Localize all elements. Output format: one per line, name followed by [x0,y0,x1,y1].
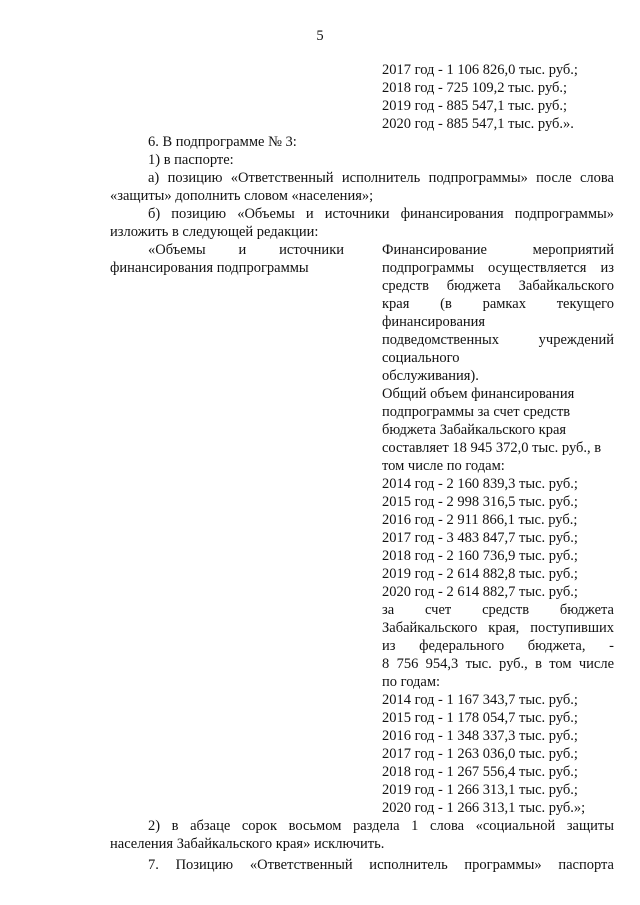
funding-line: 2020 год - 885 547,1 тыс. руб.». [382,116,574,132]
section-6-item-a-line2: «защиты» дополнить словом «населения»; [110,188,374,204]
top-funding-list [382,61,614,133]
right-cell-line: 2014 год - 2 160 839,3 тыс. руб.; [382,476,578,492]
right-cell-line: за счет средств бюджета [382,602,614,618]
funding-line: 2018 год - 725 109,2 тыс. руб.; [382,80,568,96]
table-left-line1: «Объемы и источники [148,242,344,258]
right-cell-line: 2018 год - 2 160 736,9 тыс. руб.; [382,548,578,564]
right-cell-line: 8 756 954,3 тыс. руб., в том числе [382,656,614,672]
right-cell-line: 2019 год - 1 266 313,1 тыс. руб.; [382,782,578,798]
right-cell-line: финансирования [382,314,486,330]
funding-line: 2017 год - 1 106 826,0 тыс. руб.; [382,62,578,78]
right-cell-line: 2016 год - 1 348 337,3 тыс. руб.; [382,728,578,744]
right-cell-line: бюджета Забайкальского края [382,422,567,438]
table-left-line2: финансирования подпрограммы [110,260,309,276]
right-cell-line: Забайкальского края, поступивших [382,620,614,636]
right-cell-line: социального [382,350,460,366]
right-cell-line: 2014 год - 1 167 343,7 тыс. руб.; [382,692,578,708]
section-6-item-a-line1: а) позицию «Ответственный исполнитель подпрограммы» после слова [148,170,614,186]
right-cell-line: 2015 год - 1 178 054,7 тыс. руб.; [382,710,578,726]
page-number: 5 [316,28,324,44]
right-cell-line: 2017 год - 1 263 036,0 тыс. руб.; [382,746,578,762]
right-cell-line: 2018 год - 1 267 556,4 тыс. руб.; [382,764,578,780]
right-cell-line: обслуживания). [382,368,479,384]
funding-line: 2019 год - 885 547,1 тыс. руб.; [382,98,568,114]
item-2-line2: населения Забайкальского края» исключить. [110,836,385,852]
section-6-item-1: 1) в паспорте: [148,152,234,168]
right-cell-line: 2020 год - 1 266 313,1 тыс. руб.»; [382,800,586,816]
right-cell-line: подпрограммы за счет средств [382,404,571,420]
right-cell-line: подведомственных учреждений [382,332,614,348]
section-7-line1: 7. Позицию «Ответственный исполнитель программы» паспорта [148,857,614,873]
right-cell-line: том числе по годам: [382,458,505,474]
right-cell-line: составляет 18 945 372,0 тыс. руб., в [382,440,602,456]
right-cell-line: средств бюджета Забайкальского [382,278,614,294]
right-cell-line: Финансирование мероприятий [382,242,614,258]
section-6-item-b-line1: б) позицию «Объемы и источники финансирования подпрограммы» [148,206,614,222]
right-cell-line: Общий объем финансирования [382,386,575,402]
right-cell-line: 2019 год - 2 614 882,8 тыс. руб.; [382,566,578,582]
right-cell-line: 2017 год - 3 483 847,7 тыс. руб.; [382,530,578,546]
item-2-line1: 2) в абзаце сорок восьмом раздела 1 слова «социальной защиты [148,818,614,834]
right-cell-line: 2020 год - 2 614 882,7 тыс. руб.; [382,584,578,600]
table-right-cell [382,241,614,817]
right-cell-line: края (в рамках текущего [382,296,614,312]
right-cell-line: 2016 год - 2 911 866,1 тыс. руб.; [382,512,578,528]
right-cell-line: 2015 год - 2 998 316,5 тыс. руб.; [382,494,578,510]
right-cell-line: по годам: [382,674,441,690]
section-6-item-b-line2: изложить в следующей редакции: [110,224,319,240]
section-6-heading: 6. В подпрограмме № 3: [148,134,297,150]
right-cell-line: из федерального бюджета, - [382,638,614,654]
right-cell-line: подпрограммы осуществляется из [382,260,614,276]
